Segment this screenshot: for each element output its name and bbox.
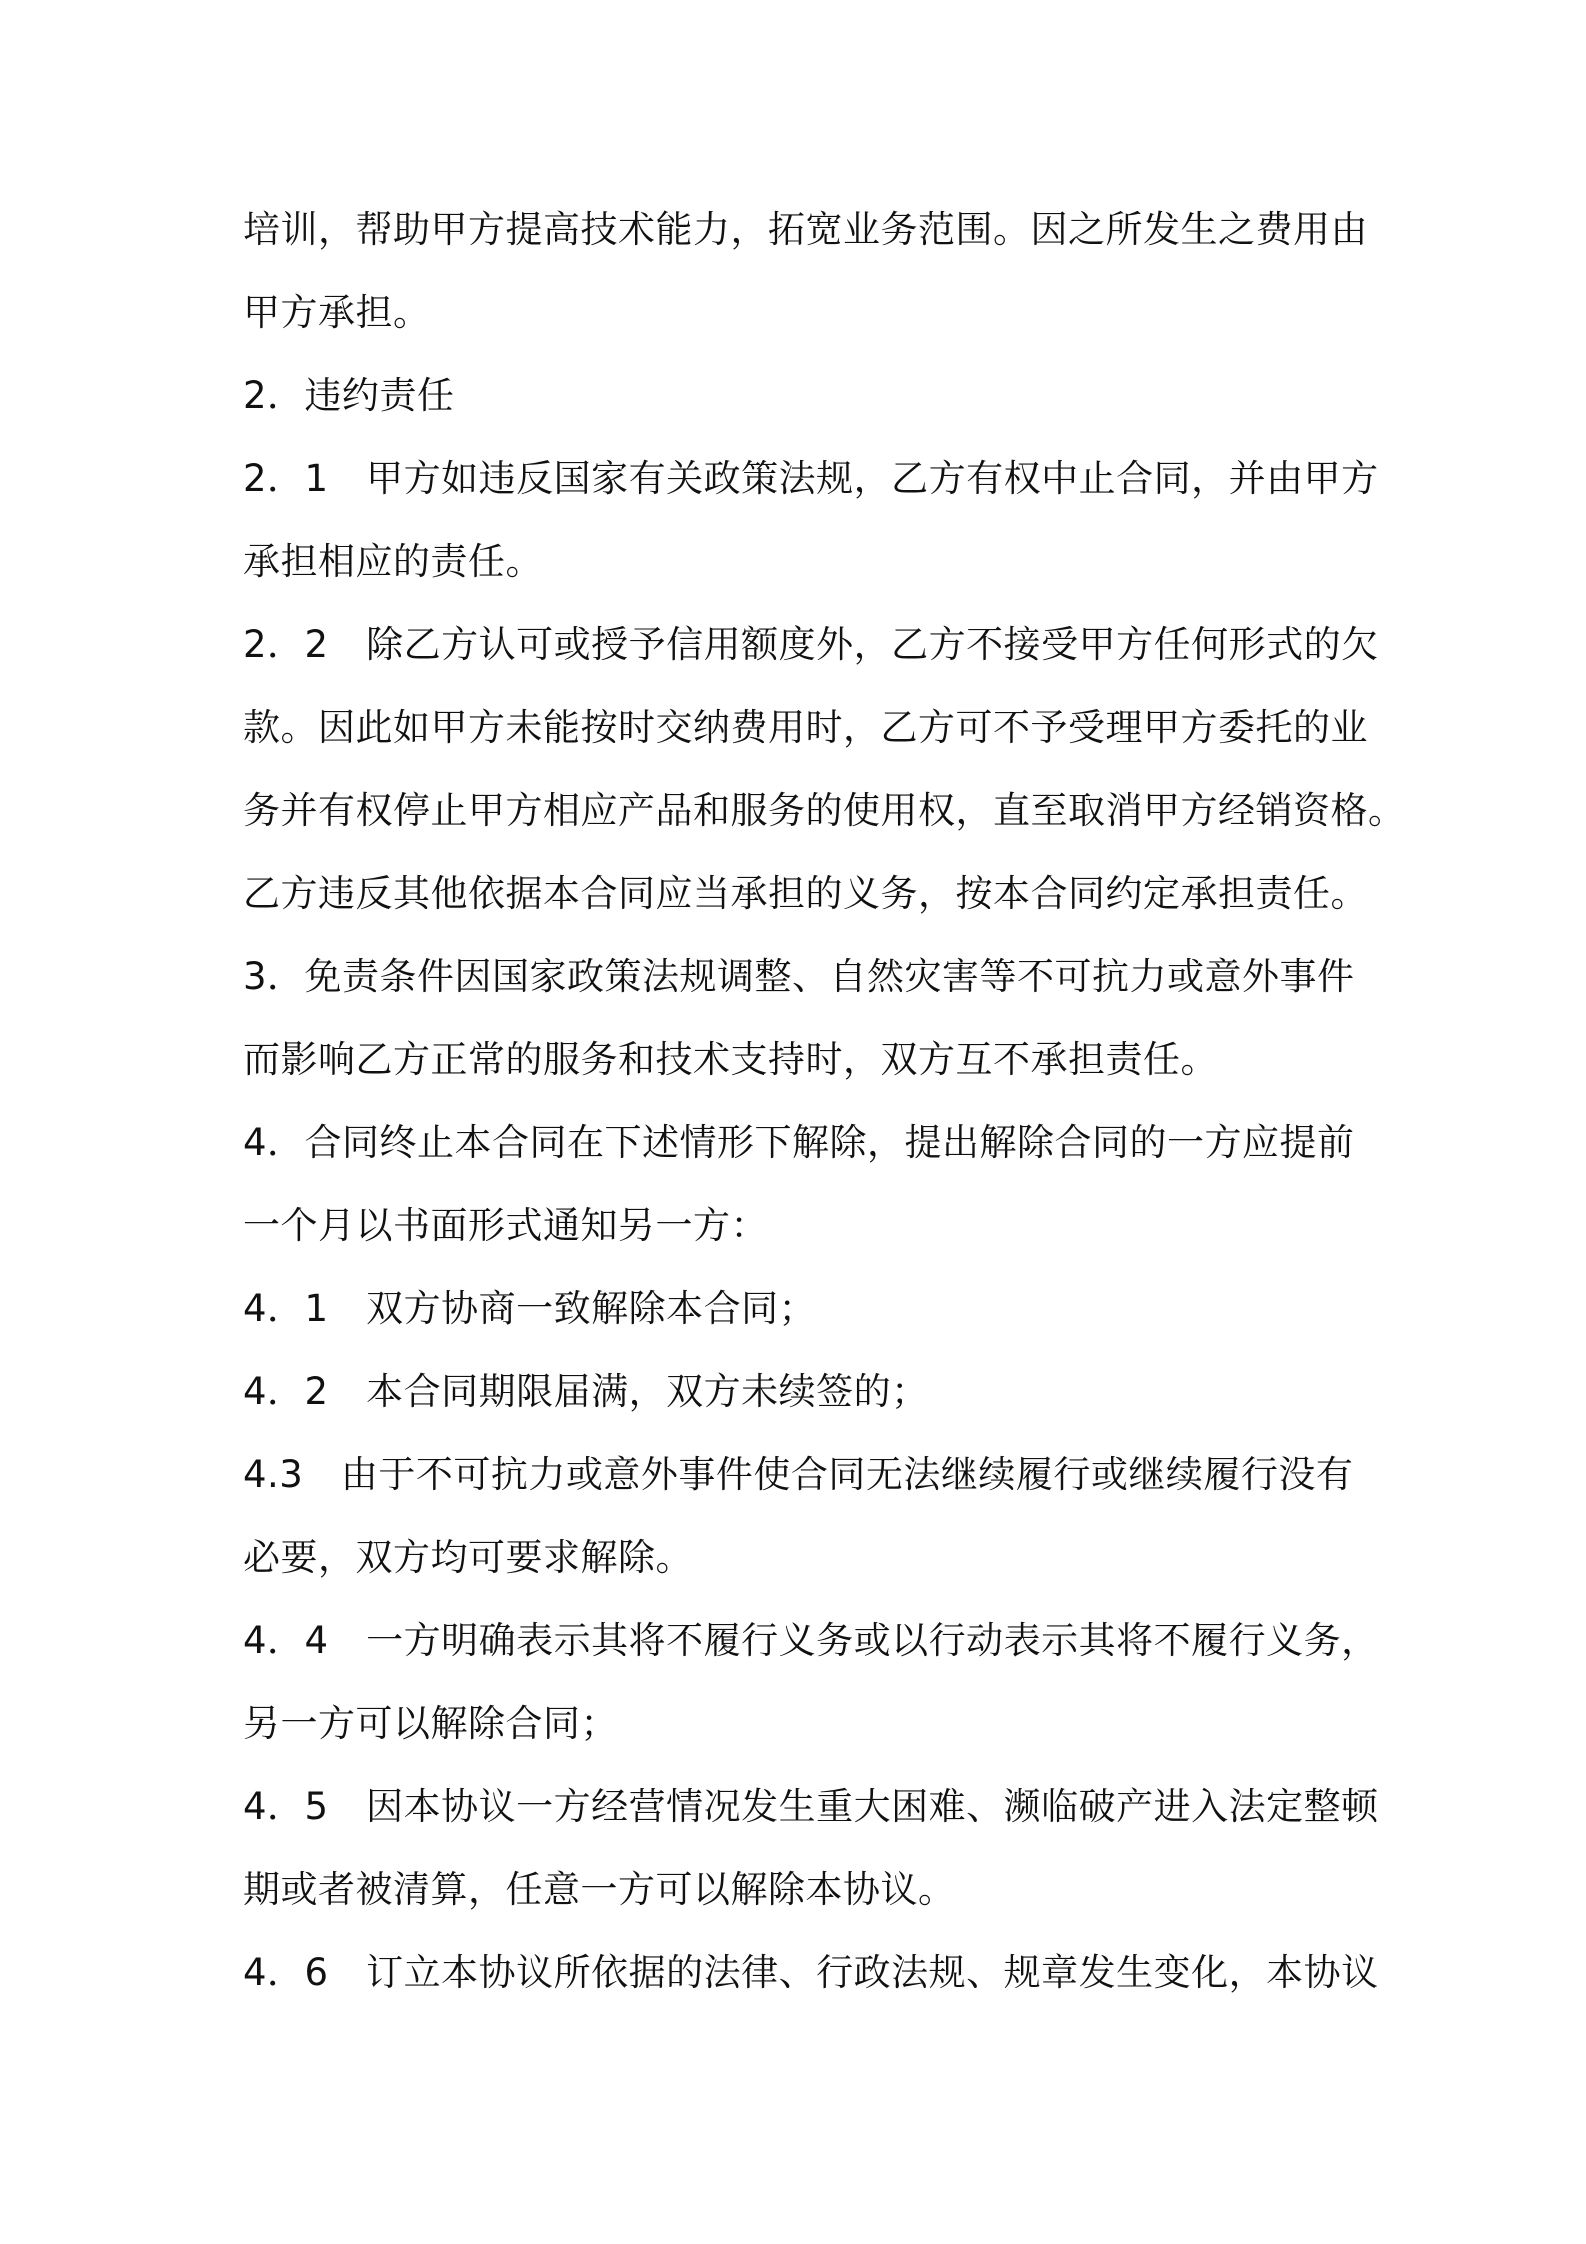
text-line: 必要，双方均可要求解除。 [243, 1536, 693, 1579]
text-line: 4．6 订立本协议所依据的法律、行政法规、规章发生变化，本协议 [243, 1951, 1379, 1994]
text-line: 4.3 由于不可抗力或意外事件使合同无法继续履行或继续履行没有 [243, 1453, 1354, 1496]
text-line: 而影响乙方正常的服务和技术支持时，双方互不承担责任。 [243, 1038, 1218, 1081]
text-line: 4．2 本合同期限届满，双方未续签的； [243, 1370, 929, 1413]
text-line: 培训，帮助甲方提高技术能力，拓宽业务范围。因之所发生之费用由 [243, 208, 1368, 251]
text-line: 另一方可以解除合同； [243, 1702, 618, 1745]
text-line: 乙方违反其他依据本合同应当承担的义务，按本合同约定承担责任。 [243, 872, 1368, 915]
text-line: 4．合同终止本合同在下述情形下解除，提出解除合同的一方应提前 [243, 1121, 1355, 1164]
text-line: 一个月以书面形式通知另一方： [243, 1204, 768, 1247]
text-line: 4．4 一方明确表示其将不履行义务或以行动表示其将不履行义务， [243, 1619, 1379, 1662]
text-line: 务并有权停止甲方相应产品和服务的使用权，直至取消甲方经销资格。 [243, 789, 1406, 832]
text-line: 2．2 除乙方认可或授予信用额度外，乙方不接受甲方任何形式的欠 [243, 623, 1379, 666]
text-line: 期或者被清算，任意一方可以解除本协议。 [243, 1868, 956, 1911]
text-line: 甲方承担。 [243, 291, 431, 334]
text-line: 承担相应的责任。 [243, 540, 543, 583]
section-heading: 2．违约责任 [243, 374, 455, 417]
text-line: 4．5 因本协议一方经营情况发生重大困难、濒临破产进入法定整顿 [243, 1785, 1379, 1828]
text-line: 4．1 双方协商一致解除本合同； [243, 1287, 817, 1330]
text-line: 3．免责条件因国家政策法规调整、自然灾害等不可抗力或意外事件 [243, 955, 1355, 998]
text-line: 2．1 甲方如违反国家有关政策法规，乙方有权中止合同，并由甲方 [243, 457, 1379, 500]
text-line: 款。因此如甲方未能按时交纳费用时，乙方可不予受理甲方委托的业 [243, 706, 1368, 749]
